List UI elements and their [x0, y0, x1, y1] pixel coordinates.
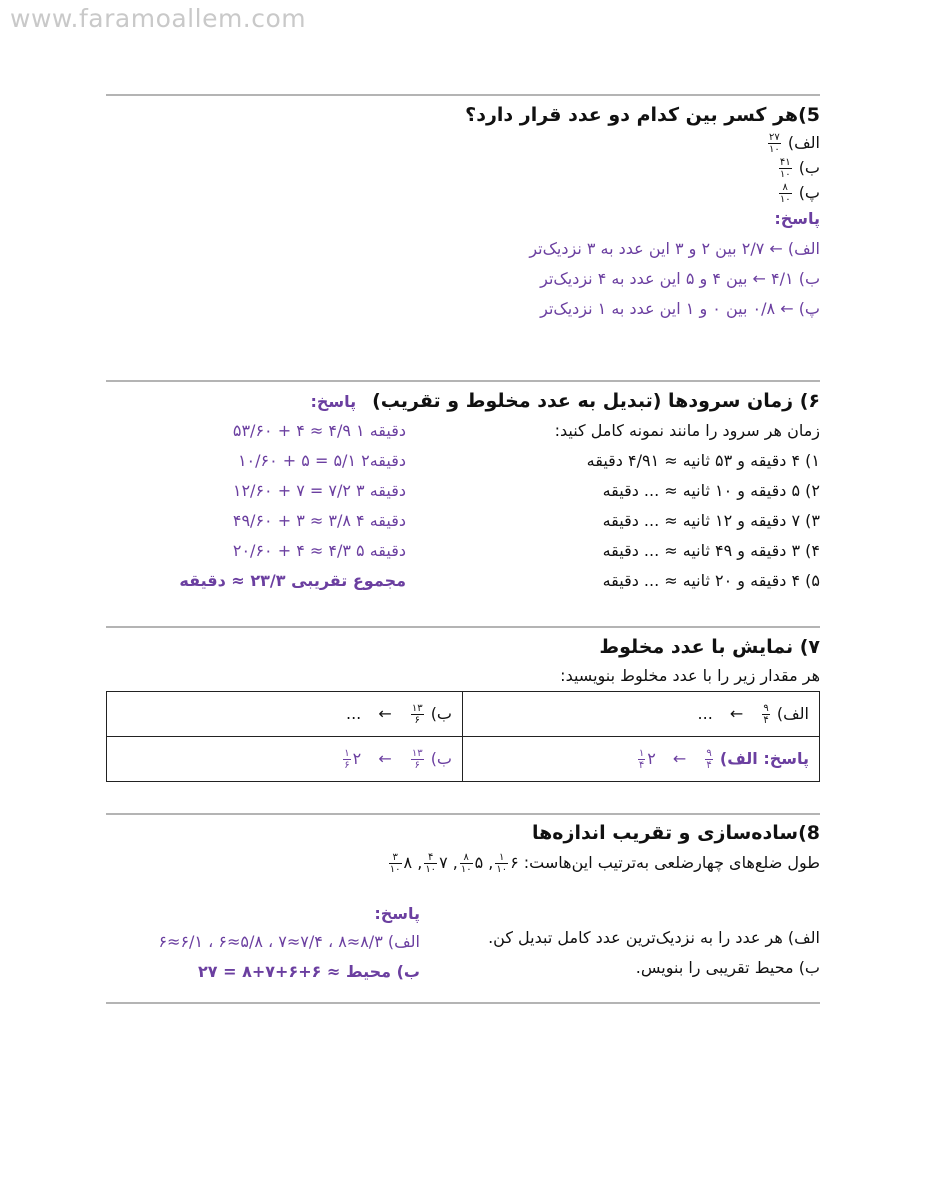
- cell-answer-a: [463, 737, 820, 782]
- s5-answer-1: الف) ← ۲/۷ بین ۲ و ۳ این عدد به ۳ نزدیک‌تر: [529, 239, 820, 258]
- s5-item-c-label: پ): [798, 183, 820, 202]
- fraction: $\frac{۸}{۱۰}$: [460, 852, 472, 875]
- table-row: [107, 737, 820, 782]
- s8-question-b: ب) محیط تقریبی را بنویس.: [635, 958, 820, 977]
- side-whole: ۵: [474, 853, 484, 872]
- cell-question-b: [107, 692, 463, 737]
- s8-question-a: الف) هر عدد را به نزدیک‌ترین عدد کامل تبدیل کن.: [488, 928, 820, 947]
- watermark: www.faramoallem.com: [10, 4, 307, 33]
- s6-answer-3: دقیقه ۳ ۷/۲ = ۷ + ۱۲/۶۰: [232, 481, 406, 500]
- s6-answer-label: پاسخ:: [310, 392, 357, 411]
- divider: [106, 94, 820, 96]
- s8-intro-line: طول ضلع‌های چهارضلعی به‌ترتیب این‌هاست: ۶ $\frac{۱}{۱۰}$ , ۵ $\frac{۸}{۱۰}$ , ۷ $\frac{۴}{۱۰}$ , ۸ $\frac{۳}{۱۰}$: [389, 852, 820, 875]
- side-whole: ۷: [439, 853, 448, 872]
- fraction: $\frac{۳}{۱۰}$: [389, 852, 401, 875]
- s6-answer-5: دقیقه ۵ ۴/۳ ≈ ۴ + ۲۰/۶۰: [232, 541, 406, 560]
- table-row: [107, 692, 820, 737]
- side-whole: ۶: [510, 853, 519, 872]
- section-7: [106, 636, 820, 782]
- fraction: $\frac{۴}{۱۰}$: [425, 852, 437, 875]
- q-a-label: الف): [776, 703, 809, 723]
- fraction: $\frac{۴۱}{۱۰}$: [779, 157, 791, 180]
- answer-b-label: ب): [430, 748, 452, 768]
- section-6: [106, 390, 820, 610]
- arrow: ←: [729, 703, 744, 723]
- divider: [106, 626, 820, 628]
- s8-intro: طول ضلع‌های چهارضلعی به‌ترتیب این‌هاست:: [523, 853, 820, 872]
- blank: ...: [345, 703, 362, 723]
- fraction: $\frac{۱۳}{۶}$: [411, 702, 423, 726]
- s6-row-1: ۱) ۴ دقیقه و ۵۳ ثانیه ≈ ۴/۹۱ دقیقه: [586, 451, 820, 470]
- fraction: $\frac{۸}{۱۰}$: [779, 182, 791, 205]
- s6-answer-1: دقیقه ۱ ۴/۹ ≈ ۴ + ۵۳/۶۰: [232, 421, 406, 440]
- s5-item-a-label: الف): [787, 133, 820, 152]
- s6-answers: [106, 416, 406, 596]
- divider: [106, 1002, 820, 1004]
- fraction: $\frac{۱}{۱۰}$: [496, 852, 508, 875]
- s5-answer-3: پ) ← ۰/۸ بین ۰ و ۱ این عدد به ۱ نزدیک‌تر: [540, 299, 820, 318]
- fraction: $\frac{۱}{۴}$: [638, 747, 645, 771]
- s8-answer-b: ب) محیط ≈ ۶+۶+۷+۸ = ۲۷: [198, 962, 420, 981]
- section-7-title: ۷) نمایش با عدد مخلوط: [599, 636, 820, 658]
- s8-questions: [488, 901, 820, 987]
- section-8-title: 8)ساده‌سازی و تقریب اندازه‌ها: [531, 822, 820, 844]
- cell-answer-b: [107, 737, 463, 782]
- fraction: $\frac{۹}{۴}$: [706, 747, 712, 771]
- s6-answer-2: دقیقه۲ ۵/۱ = ۵ + ۱۰/۶۰: [237, 451, 406, 470]
- mixed-whole: ۲: [352, 748, 362, 768]
- answer-a-label: پاسخ: الف): [719, 748, 809, 768]
- s6-row-2: ۲) ۵ دقیقه و ۱۰ ثانیه ≈ ... دقیقه: [602, 481, 820, 500]
- mixed-number-table: [106, 691, 820, 782]
- s8-answer-label: پاسخ:: [374, 904, 420, 923]
- section-8: [106, 822, 820, 987]
- s6-questions: [555, 416, 820, 596]
- q-b-label: ب): [430, 703, 452, 723]
- fraction: $\frac{۲۷}{۱۰}$: [769, 132, 780, 155]
- s6-answer-4: دقیقه ۴ ۳/۸ ≈ ۳ + ۴۹/۶۰: [232, 511, 406, 530]
- s5-item-c: [106, 182, 820, 205]
- arrow: ←: [378, 703, 392, 723]
- section-5-title: 5)هر کسر بین کدام دو عدد قرار دارد؟: [465, 104, 820, 126]
- section-6-title: ۶) زمان سرودها (تبدیل به عدد مخلوط و تقریب): [372, 390, 820, 412]
- s5-answer-2: ب) ۴/۱ ← بین ۴ و ۵ این عدد به ۴ نزدیک‌تر: [540, 269, 820, 288]
- mixed-whole: ۲: [647, 748, 656, 768]
- blank: ...: [697, 703, 713, 723]
- side-whole: ۸: [403, 853, 413, 872]
- fraction: $\frac{۱}{۶}$: [344, 747, 350, 771]
- s6-total: مجموع تقریبی ۲۳/۳ ≈ دقیقه: [179, 571, 406, 590]
- arrow: ←: [378, 748, 392, 768]
- s5-item-b: [106, 157, 820, 180]
- section-5: [106, 104, 820, 324]
- s6-row-4: ۴) ۳ دقیقه و ۴۹ ثانیه ≈ ... دقیقه: [602, 541, 820, 560]
- s7-intro: هر مقدار زیر را با عدد مخلوط بنویسید:: [560, 666, 820, 685]
- s6-intro: زمان هر سرود را مانند نمونه کامل کنید:: [554, 421, 820, 440]
- s6-row-3: ۳) ۷ دقیقه و ۱۲ ثانیه ≈ ... دقیقه: [602, 511, 820, 530]
- divider: [106, 813, 820, 815]
- s5-item-b-label: ب): [798, 158, 820, 177]
- arrow: ←: [672, 748, 687, 768]
- s8-answers: [106, 901, 420, 987]
- s8-answer-a: الف) ۸/۳≈۸ ، ۷/۴≈۷ ، ۵/۸≈۶ ، ۶/۱≈۶: [158, 932, 420, 951]
- cell-question-a: [463, 692, 820, 737]
- fraction: $\frac{۹}{۴}$: [763, 702, 769, 726]
- fraction: $\frac{۱۳}{۶}$: [411, 747, 423, 771]
- divider: [106, 380, 820, 382]
- s5-item-a: [106, 132, 820, 155]
- s6-row-5: ۵) ۴ دقیقه و ۲۰ ثانیه ≈ ... دقیقه: [602, 571, 820, 590]
- s5-answer-label: پاسخ:: [774, 209, 820, 228]
